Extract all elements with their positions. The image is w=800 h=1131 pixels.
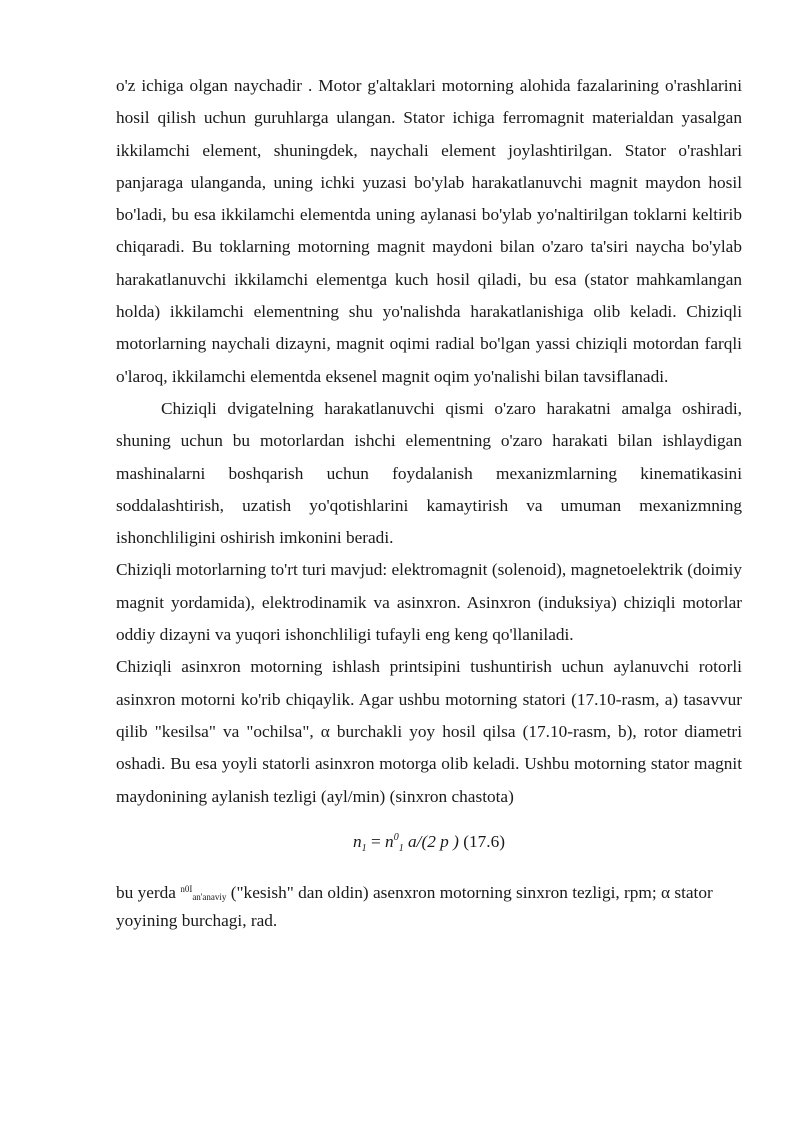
formula-sub-1b: 1 — [398, 843, 404, 855]
formula-n2: n — [385, 831, 394, 851]
formula-number: (17.6) — [463, 831, 505, 851]
symbol-subscript: an'anaviy — [192, 892, 227, 903]
paragraph-3: Chiziqli motorlarning to'rt turi mavjud: elektromagnit (solenoid), magnetoelektrik (doimiy magnit yordamida), elektrodinamik va asinxron. Asinxron (induksiya) chiziqli motorlar oddiy dizayni va yuqori ishonchliligi tufayli eng keng qo'llaniladi. — [116, 560, 742, 645]
formula-a: a — [408, 831, 417, 851]
explanation-text: ("kesish" dan oldin) asenxron motorning sinxron tezligi, rpm; α stator yoyining burchagi, rad. — [116, 883, 713, 931]
paragraph-1: o'z ichiga olgan naychadir . Motor g'altaklari motorning alohida fazalarining o'rashlarini hosil qilish uchun guruhlarga ulangan. Stator ichiga ferromagnit materialdan yasalgan ikkilamchi element, shuningdek, naychali element joylashtirilgan. Stator o'rashlari panjaraga ulanganda, uning ichki yuzasi bo'ylab harakatlanuvchi magnit maydon hosil bo'ladi, bu esa ikkilamchi elementda uning aylanasi bo'ylab yo'naltirilgan toklarni keltirib chiqaradi. Bu toklarning motorning magnit maydoni bilan o'zaro ta'siri naycha bo'ylab harakatlanuvchi ikkilamchi elementga kuch hosil qiladi, bu esa (stator mahkamlangan holda) ikkilamchi elementning shu yo'nalishda harakatlanishiga olib keladi. Chiziqli motorlarning naychali dizayni, magnit oqimi radial bo'lgan yassi chiziqli motordan farqli o'laroq, ikkilamchi elementda eksenel magnit oqim yo'nalishi bilan tavsiflanadi. — [116, 76, 742, 386]
explanation-prefix: bu yerda — [116, 883, 176, 903]
paragraph-2: Chiziqli dvigatelning harakatlanuvchi qismi o'zaro harakatni amalga oshiradi, shuning uchun bu motorlardan ishchi elementning o'zaro harakati bilan ishlaydigan mashinalarni boshqarish uchun foydalanish mexanizmlarning kinematikasini soddalashtirish, uzatish yo'qotishlarini kamaytirish va umuman mexanizmning ishonchliligini oshirish imkonini beradi. — [116, 398, 742, 548]
formula-sup-0: 0 — [393, 831, 399, 843]
formula-sub-1: 1 — [361, 843, 367, 855]
formula-n: n — [353, 831, 362, 851]
formula-17-6 — [116, 822, 742, 865]
formula-denominator: /(2 p ) — [416, 831, 459, 851]
formula-equals: = — [370, 831, 381, 851]
explanation-paragraph — [116, 877, 742, 933]
paragraph-4: Chiziqli asinxron motorning ishlash printsipini tushuntirish uchun aylanuvchi rotorli asinxron motorni ko'rib chiqaylik. Agar ushbu motorning statori (17.10-rasm, a) tasavvur qilib "kesilsa" va "ochilsa", α burchakli yoy hosil qilsa (17.10-rasm, b), rotor diametri oshadi. Bu esa yoyli statorli asinxron motorga olib keladi. Ushbu motorning stator magnit maydonining aylanish tezligi (ayl/min) (sinxron chastota) — [116, 657, 742, 806]
symbol-superscript: n0I — [180, 884, 193, 895]
document-page — [116, 70, 742, 933]
